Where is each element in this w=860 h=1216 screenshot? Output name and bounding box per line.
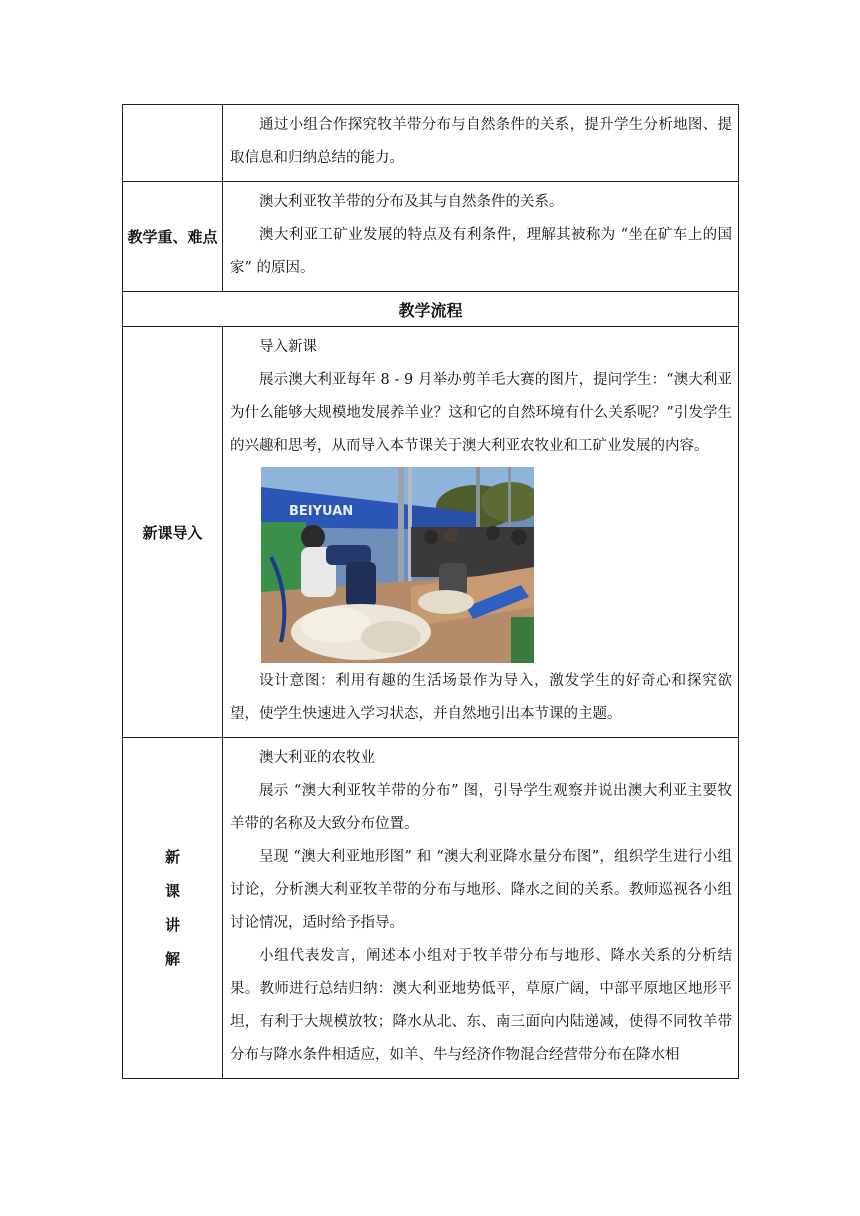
goal-label-cell: [123, 105, 223, 182]
key-points-label: 教学重、难点: [123, 182, 223, 292]
flow-header: 教学流程: [123, 292, 739, 327]
lecture-label: [123, 738, 223, 1079]
lecture-paragraph: 展示 “澳大利亚牧羊带的分布” 图，引导学生观察并说出澳大利亚主要牧羊带的名称及大致分布位置。: [230, 783, 732, 832]
lecture-label-char: 解: [164, 950, 180, 968]
table-row-lecture: [123, 738, 739, 1079]
intro-label: 新课导入: [123, 327, 223, 738]
intro-design-intent: 设计意图：利用有趣的生活场景作为导入，激发学生的好奇心和探究欲望，使学生快速进入学习状态，并自然地引出本节课的主题。: [230, 673, 732, 722]
lecture-heading: 澳大利亚的农牧业: [259, 750, 375, 766]
lecture-label-char: 讲: [164, 916, 180, 934]
lecture-content-cell: [223, 738, 739, 1079]
table-row-flow-header: [123, 292, 739, 327]
key-point-paragraph: 澳大利亚牧羊带的分布及其与自然条件的关系。: [259, 194, 564, 210]
key-points-content-cell: [223, 182, 739, 292]
intro-heading: 导入新课: [259, 339, 317, 355]
lecture-paragraph: 小组代表发言，阐述本小组对于牧羊带分布与地形、降水关系的分析结果。教师进行总结归纳：澳大利亚地势低平，草原广阔，中部平原地区地形平坦，有利于大规模放牧；降水从北、东、南三面向内陆递减，使得不同牧羊带分布与降水条件相适应，如羊、牛与经济作物混合经营带分布在降水相: [230, 948, 732, 1063]
goal-paragraph: 通过小组合作探究牧羊带分布与自然条件的关系，提升学生分析地图、提取信息和归纳总结的能力。: [230, 117, 732, 166]
table-row-key-points: [123, 182, 739, 292]
banner-text: BEIYUAN: [289, 504, 354, 519]
table-row-intro: [123, 327, 739, 738]
table-row-goal: [123, 105, 739, 182]
key-point-paragraph: 澳大利亚工矿业发展的特点及有利条件，理解其被称为 “坐在矿车上的国家” 的原因。: [230, 227, 732, 276]
intro-content-cell: [223, 327, 739, 738]
lecture-paragraph: 呈现 “澳大利亚地形图” 和 “澳大利亚降水量分布图”，组织学生进行小组讨论，分析澳大利亚牧羊带的分布与地形、降水之间的关系。教师巡视各小组讨论情况，适时给予指导。: [230, 849, 732, 931]
lecture-label-char: 课: [164, 882, 180, 900]
intro-paragraph: 展示澳大利亚每年 8 - 9 月举办剪羊毛大赛的图片，提问学生：“澳大利亚为什么能够大规模地发展养羊业？这和它的自然环境有什么关系呢？”引发学生的兴趣和思考，从而导入本节课关于澳大利亚农牧业和工矿业发展的内容。: [230, 372, 732, 454]
sheep-shearing-photo: [261, 467, 534, 663]
lecture-label-char: 新: [164, 848, 180, 866]
lesson-plan-table: [122, 104, 739, 1079]
goal-content-cell: [223, 105, 739, 182]
